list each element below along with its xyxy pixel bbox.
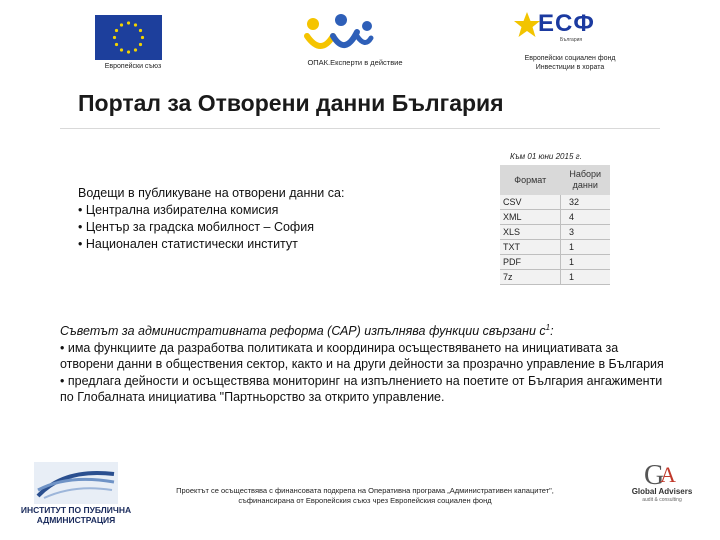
council-bullet: • има функциите да разработва политиката и координира осъществяването на инициативата за отворени данни в обществения сектор, както и на други дейности за прозрачно управление в България (60, 340, 664, 372)
global-advisers-logo-icon (642, 458, 682, 488)
count-cell: 3 (561, 225, 611, 240)
council-lead-end: : (550, 324, 554, 339)
footer-note: Проектът се осъществява с финансовата подкрепа на Оперативна програма „Административен капацитет", съфинансирана от Европейския съюз чрез Европейския социален фонд (176, 486, 554, 505)
table-header-row (500, 165, 610, 195)
table-row (500, 195, 610, 210)
leaders-list (78, 185, 344, 253)
format-cell: CSV (500, 195, 561, 210)
council-lead (60, 320, 670, 340)
footnote-ref: 1 (545, 323, 551, 332)
format-cell: XML (500, 210, 561, 225)
table-row (500, 225, 610, 240)
header-format: Формат (500, 165, 561, 195)
esf-logo-subtitle: България (560, 37, 583, 43)
ipa-logo-icon (34, 462, 118, 504)
esf-caption-line1: Европейски социален фонд (524, 55, 616, 62)
format-cell: PDF (500, 255, 561, 270)
ipa-caption: ИНСТИТУТ ПО ПУБЛИЧНА АДМИНИСТРАЦИЯ (20, 505, 132, 525)
leader-item: • Национален статистически институт (78, 237, 298, 251)
count-cell: 1 (561, 270, 611, 285)
count-cell: 4 (561, 210, 611, 225)
svg-text:A: A (660, 462, 676, 487)
opak-people-logo-icon (303, 12, 375, 58)
count-cell: 32 (561, 195, 611, 210)
leaders-heading: Водещи в публикуване на отворени данни са: (78, 186, 345, 200)
global-advisers-subtitle: audit & consulting (642, 497, 682, 503)
eu-flag-logo (95, 15, 162, 60)
table-row (500, 240, 610, 255)
opak-caption: ОПАК.Експерти в действие (307, 58, 403, 67)
title-divider (60, 128, 660, 129)
eu-stars-icon (95, 15, 162, 60)
table-row (500, 270, 610, 285)
header-datasets: Набори данни (561, 165, 611, 195)
count-cell: 1 (561, 240, 611, 255)
format-cell: TXT (500, 240, 561, 255)
formats-table (500, 165, 610, 285)
page-title: Портал за Отворени данни България (78, 90, 504, 116)
council-bullet: • предлага дейности и осъществява мониторинг на изпълнението на поетите от България ангажименти по Глобалната инициатива "Партньорство за открито управление. (60, 373, 663, 405)
esf-logo-title: ЕСФ (538, 10, 595, 37)
date-note: Към 01 юни 2015 г. (510, 152, 582, 161)
leader-item: • Централна избирателна комисия (78, 203, 279, 217)
council-lead-text: Съветът за административната реформа (САР) изпълнява функции свързани с (60, 324, 546, 339)
svg-text:G: G (644, 460, 665, 488)
table-row (500, 210, 610, 225)
eu-caption: Европейски съюз (104, 63, 162, 70)
count-cell: 1 (561, 255, 611, 270)
esf-caption-line2: Инвестиции в хората (535, 64, 605, 71)
format-cell: 7z (500, 270, 561, 285)
format-cell: XLS (500, 225, 561, 240)
table-row (500, 255, 610, 270)
council-paragraph (60, 320, 670, 406)
global-advisers-name: Global Advisers (631, 487, 693, 496)
leader-item: • Център за градска мобилност – София (78, 220, 314, 234)
